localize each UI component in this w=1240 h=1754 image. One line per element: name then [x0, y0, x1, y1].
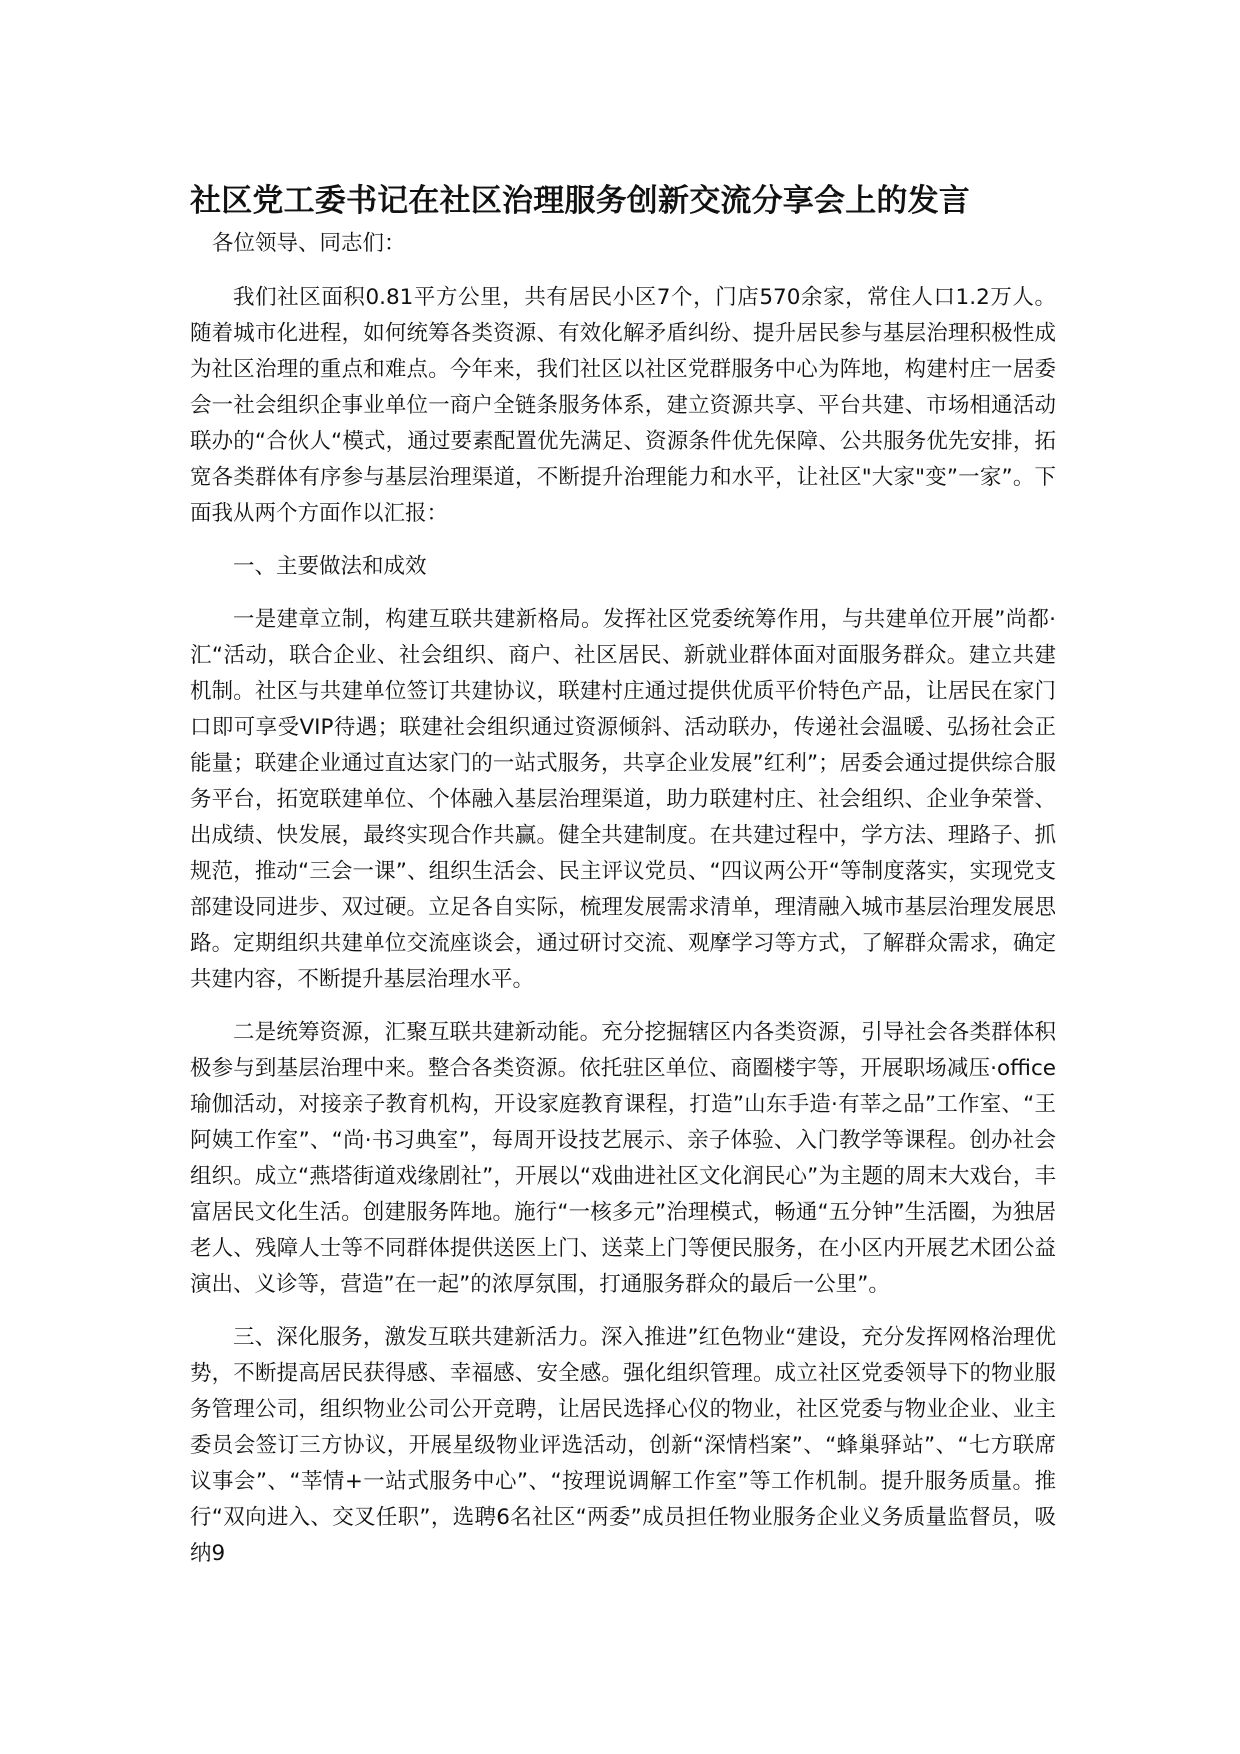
- document-page: [190, 178, 1056, 1572]
- section-heading: 一、主要做法和成效: [233, 554, 427, 579]
- body-paragraph-3: 三、深化服务，激发互联共建新活力。深入推进”红色物业“建设，充分发挥网格治理优势，不断提高居民获得感、幸福感、安全感。强化组织管理。成立社区党委领导下的物业服务管理公司，组织物业公司公开竞聘，让居民选择心仪的物业，社区党委与物业企业、业主委员会签订三方协议，开展星级物业评选活动，创新“深情档案”、“蜂巢驿站”、“七方联席议事会”、“莘情+一站式服务中心”、“按理说调解工作室”等工作机制。提升服务质量。推行“双向进入、交叉任职”，选聘6名社区“两委”成员担任物业服务企业义务质量监督员，吸纳9: [190, 1325, 1056, 1566]
- intro-paragraph: 我们社区面积0.81平方公里，共有居民小区7个，门店570余家，常住人口1.2万人。随着城市化进程，如何统筹各类资源、有效化解矛盾纠纷、提升居民参与基层治理积极性成为社区治理的重点和难点。今年来，我们社区以社区党群服务中心为阵地，构建村庄一居委会一社会组织企事业单位一商户全链条服务体系，建立资源共享、平台共建、市场相通活动联办的“合伙人“模式，通过要素配置优先满足、资源条件优先保障、公共服务优先安排，拓宽各类群体有序参与基层治理渠道，不断提升治理能力和水平，让社区"大家"变”一家”。下面我从两个方面作以汇报：: [190, 285, 1056, 526]
- document-title: 社区党工委书记在社区治理服务创新交流分享会上的发言: [190, 183, 970, 219]
- body-paragraph-2: 二是统筹资源，汇聚互联共建新动能。充分挖掘辖区内各类资源，引导社会各类群体积极参与到基层治理中来。整合各类资源。依托驻区单位、商圈楼宇等，开展职场减压·office瑜伽活动，对接亲子教育机构，开设家庭教育课程，打造”山东手造·有莘之品”工作室、“王阿姨工作室”、“尚·书习典室”，每周开设技艺展示、亲子体验、入门教学等课程。创办社会组织。成立“燕塔街道戏缘剧社”，开展以“戏曲进社区文化润民心”为主题的周末大戏台，丰富居民文化生活。创建服务阵地。施行“一核多元”治理模式，畅通“五分钟”生活圈，为独居老人、残障人士等不同群体提供送医上门、送菜上门等便民服务，在小区内开展艺术团公益演出、义诊等，营造”在一起”的浓厚氛围，打通服务群众的最后一公里”。: [190, 1020, 1056, 1297]
- body-paragraph-1: 一是建章立制，构建互联共建新格局。发挥社区党委统筹作用，与共建单位开展”尚都·汇“活动，联合企业、社会组织、商户、社区居民、新就业群体面对面服务群众。建立共建机制。社区与共建单位签订共建协议，联建村庄通过提供优质平价特色产品，让居民在家门口即可享受VIP待遇；联建社会组织通过资源倾斜、活动联办，传递社会温暖、弘扬社会正能量；联建企业通过直达家门的一站式服务，共享企业发展”红利”；居委会通过提供综合服务平台，拓宽联建单位、个体融入基层治理渠道，助力联建村庄、社会组织、企业争荣誉、出成绩、快发展，最终实现合作共赢。健全共建制度。在共建过程中，学方法、理路子、抓规范，推动“三会一课”、组织生活会、民主评议党员、“四议两公开“等制度落实，实现党支部建设同进步、双过硬。立足各自实际，梳理发展需求清单，理清融入城市基层治理发展思路。定期组织共建单位交流座谈会，通过研讨交流、观摩学习等方式，了解群众需求，确定共建内容，不断提升基层治理水平。: [190, 607, 1056, 992]
- salutation: 各位领导、同志们：: [212, 231, 406, 256]
